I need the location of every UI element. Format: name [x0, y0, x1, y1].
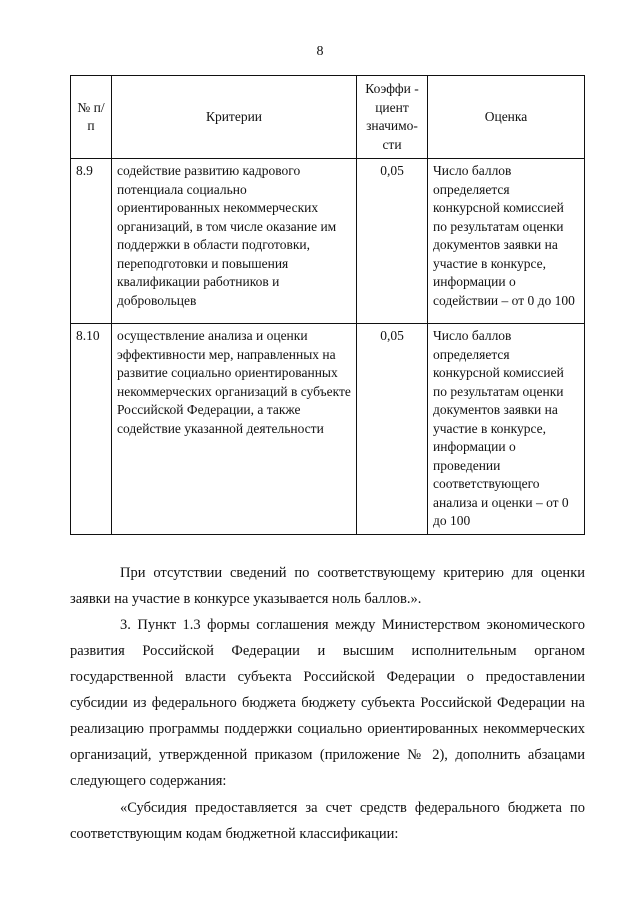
header-coefficient: Коэффи - циент значимо- сти	[357, 76, 428, 159]
row-num: 8.9	[71, 159, 112, 324]
row-num: 8.10	[71, 324, 112, 535]
row-coefficient: 0,05	[357, 159, 428, 324]
header-criteria: Критерии	[112, 76, 357, 159]
header-num: № п/п	[71, 76, 112, 159]
criteria-table	[70, 75, 585, 535]
paragraph-item-3: 3. Пункт 1.3 формы соглашения между Министерством экономического развития Российской Федерации и высшим исполнительным органом государственной власти субъекта Российской Федерации о предоставлении субсидии из федерального бюджета бюджету субъекта Российской Федерации на реализацию программы поддержки социально ориентированных некоммерческих организаций, утвержденной приказом (приложение № 2), дополнить абзацами следующего содержания:	[70, 617, 585, 789]
header-evaluation: Оценка	[428, 76, 585, 159]
table-row	[71, 324, 585, 535]
paragraph-no-info: При отсутствии сведений по соответствующему критерию для оценки заявки на участие в конкурсе указывается ноль баллов.».	[70, 565, 585, 607]
row-criteria: осуществление анализа и оценки эффективности мер, направленных на развитие социально ориентированных некоммерческих организаций в субъекте Российской Федерации, а также содействие указанной деятельности	[112, 324, 357, 535]
row-evaluation: Число баллов определяется конкурсной комиссией по результатам оценки документов заявки на участие в конкурсе, информации о содействии – от 0 до 100	[428, 159, 585, 324]
row-coefficient: 0,05	[357, 324, 428, 535]
table-row	[71, 159, 585, 324]
paragraph-subsidy: «Субсидия предоставляется за счет средств федерального бюджета по соответствующим кодам бюджетной классификации:	[70, 800, 585, 842]
row-evaluation: Число баллов определяется конкурсной комиссией по результатам оценки документов заявки на участие в конкурсе, информации о проведении соответствующего анализа и оценки – от 0 до 100	[428, 324, 585, 535]
page-number: 8	[316, 44, 324, 59]
table-header-row	[71, 76, 585, 159]
row-criteria: содействие развитию кадрового потенциала социально ориентированных некоммерческих организаций, в том числе оказание им поддержки в области подготовки, переподготовки и повышения квалификации работников и добровольцев	[112, 159, 357, 324]
